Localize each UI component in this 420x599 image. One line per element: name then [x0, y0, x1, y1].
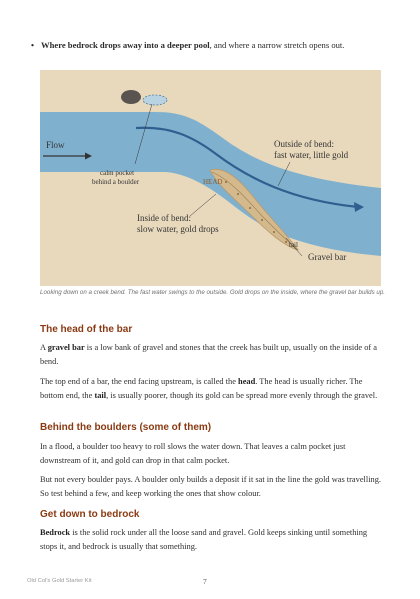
boulder: [121, 90, 141, 104]
gravel-bar-text-2: is a low bank of gravel and stones that the creek has built up, usually on the inside of a bend.: [40, 343, 378, 366]
paragraph-boulder-pays: But not every boulder pays. A boulder only builds a deposit if it sat in the line the gold was travelling. So test behind a few, and keep working the ones that show colour.: [40, 475, 381, 498]
bedrock-term: Bedrock: [40, 528, 71, 537]
creek-bend-figure: [40, 70, 381, 286]
flow-label: Flow: [46, 140, 65, 150]
heading-bedrock: Get down to bedrock: [40, 509, 140, 520]
inside-bend-label-1: Inside of bend:: [137, 213, 191, 223]
paragraph-head-tail: [40, 375, 385, 403]
outside-bend-label-2: fast water, little gold: [274, 150, 349, 160]
heading-behind-boulders: Behind the boulders (some of them): [40, 422, 212, 433]
footer-title: Old Col's Gold Starter Kit: [27, 578, 92, 584]
bullet-dot: •: [31, 40, 35, 50]
tail-term: tail: [94, 390, 107, 400]
calm-pocket-label-1: calm pocket: [100, 169, 135, 177]
gravel-bar-label: Gravel bar: [308, 252, 347, 262]
head-tail-text-3: , is usually poorer, though its gold can be spread more evenly through the gravel.: [106, 390, 378, 400]
inside-bend-label-2: slow water, gold drops: [137, 224, 219, 234]
paragraph-gravel-bar: [40, 341, 385, 369]
head-tail-text-2: . The head is usually richer. The bottom end, the: [40, 377, 363, 400]
head-term: head: [238, 377, 256, 386]
calm-pocket-label-2: behind a boulder: [92, 178, 140, 186]
paragraph-boulder-flood: In a flood, a boulder too heavy to roll slows the water down. That leaves a calm pocket just downstream of it, and gold can drop in that calm pocket.: [40, 442, 346, 465]
figure-caption: Looking down on a creek bend. The fast water swings to the outside. Gold drops on the inside, where the gravel bar builds up.: [40, 289, 385, 296]
calm-pocket: [143, 95, 167, 105]
page-number: 7: [203, 577, 207, 586]
creek-bend-illustration: [40, 70, 381, 286]
bullet-text: , and where a narrow stretch opens out.: [209, 40, 345, 50]
tail-label: tail: [289, 241, 298, 249]
bullet-bold: Where bedrock drops away into a deeper pool: [41, 40, 210, 50]
outside-bend-label-1: Outside of bend:: [274, 139, 334, 149]
bullet-item: [31, 38, 386, 52]
head-tail-text-1: The top end of a bar, the end facing upstream, is called the: [40, 377, 239, 386]
bedrock-text: is the solid rock under all the loose sand and gravel. Gold keeps sinking until something stops it, and bedrock is usually that something.: [40, 528, 368, 551]
head-label: HEAD: [203, 178, 223, 186]
paragraph-bedrock: [40, 526, 385, 554]
gravel-bar-term: gravel bar: [47, 343, 85, 352]
heading-head-of-bar: The head of the bar: [40, 324, 133, 335]
gravel-bar-text-1: A: [40, 343, 48, 352]
